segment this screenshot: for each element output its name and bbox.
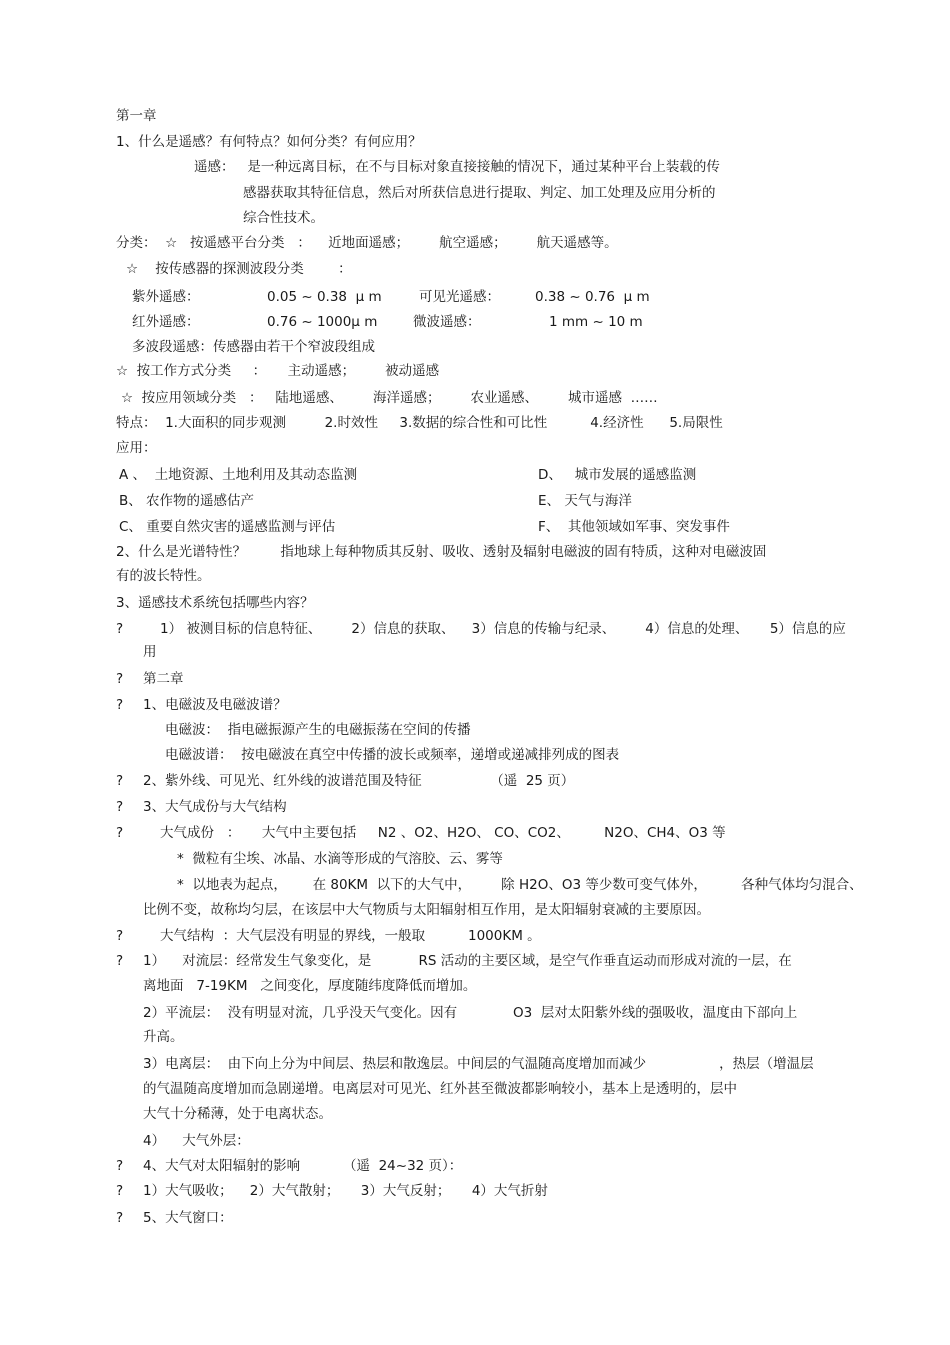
question-2-line-1: 2、什么是光谱特性？ 指地球上每种物质其反射、吸收、透射及辐射电磁波的固有特质，这种对电磁波固 [116, 544, 767, 560]
bullet-marker: ? [116, 773, 124, 789]
application-b: B、 农作物的遥感估产 [119, 493, 255, 509]
ch2-question-1: 1、电磁波及电磁波谱？ [143, 697, 287, 713]
bullet-marker: ? [116, 671, 124, 687]
bullet-marker: ? [116, 621, 124, 637]
bullet-marker: ? [116, 825, 124, 841]
em-wave-definition: 电磁波： 指电磁振源产生的电磁振荡在空间的传播 [165, 722, 471, 738]
classification-platform: 分类： ☆ 按遥感平台分类 ： 近地面遥感； 航空遥感； 航天遥感等。 [116, 235, 618, 251]
classification-domain: ☆ 按应用领域分类 ： 陆地遥感、 海洋遥感； 农业遥感、 城市遥感 …… [121, 390, 658, 406]
atmosphere-composition: 大气成份 ： 大气中主要包括 N2 、O2、H2O、 CO、CO2、 N2O、CH4、O3 等 [160, 825, 726, 841]
question-2-line-2: 有的波长特性。 [116, 568, 211, 584]
bullet-marker: ? [116, 928, 124, 944]
rs-definition-2: 感器获取其特征信息，然后对所获信息进行提取、判定、加工处理及应用分析的 [243, 185, 716, 201]
bullet-marker: ? [116, 799, 124, 815]
rs-definition-1: 遥感： 是一种远离目标，在不与目标对象直接接触的情况下，通过某种平台上装载的传 [194, 159, 720, 175]
multiband: 多波段遥感：传感器由若干个窄波段组成 [132, 339, 375, 355]
homosphere-note-1: * 以地表为起点， 在 80KM 以下的大气中， 除 H2O、O3 等少数可变气体外， 各种气体均匀混合、 [177, 877, 863, 893]
bullet-marker: ? [116, 1183, 124, 1199]
chapter-1-heading: 第一章 [116, 108, 157, 124]
features: 特点： 1.大面积的同步观测 2.时效性 3.数据的综合性和可比性 4.经济性 5.局限性 [116, 415, 723, 431]
stratosphere-line-2: 升高。 [143, 1029, 184, 1045]
em-spectrum-definition: 电磁波谱： 按电磁波在真空中传播的波长或频率，递增或递减排列成的图表 [165, 747, 620, 763]
ir-range: 0.76 ~ 1000μ m [267, 314, 378, 330]
question-3: 3、遥感技术系统包括哪些内容？ [116, 595, 314, 611]
application-f: F、 其他领域如军事、突发事件 [538, 519, 730, 535]
microwave-label: 微波遥感： [413, 314, 481, 330]
rs-system-line-2: 用 [143, 644, 157, 660]
uv-label: 紫外遥感： [132, 289, 200, 305]
atmosphere-structure: 大气结构 ：大气层没有明显的界线，一般取 1000KM 。 [160, 928, 541, 944]
troposphere-line-1: 1） 对流层：经常发生气象变化，是 RS 活动的主要区域，是空气作垂直运动而形成对流的一层，在 [143, 953, 792, 969]
troposphere-line-2: 离地面 7-19KM 之间变化，厚度随纬度降低而增加。 [143, 978, 477, 994]
bullet-marker: ? [116, 953, 124, 969]
ch2-question-5: 5、大气窗口： [143, 1210, 233, 1226]
stratosphere-line-1: 2）平流层： 没有明显对流，几乎没天气变化。因有 O3 层对太阳紫外线的强吸收，温度由下部向上 [143, 1005, 798, 1021]
atmosphere-effects: 1）大气吸收； 2）大气散射； 3）大气反射； 4）大气折射 [143, 1183, 548, 1199]
ionosphere-line-2: 的气温随高度增加而急剧递增。电离层对可见光、红外甚至微波都影响较小，基本上是透明的，层中 [143, 1081, 737, 1097]
bullet-marker: ? [116, 1210, 124, 1226]
ionosphere-line-3: 大气十分稀薄，处于电离状态。 [143, 1106, 332, 1122]
ch2-question-4: 4、大气对太阳辐射的影响 （遥 24~32 页）： [143, 1158, 463, 1174]
classification-mode: ☆ 按工作方式分类 ： 主动遥感； 被动遥感 [116, 363, 440, 379]
visible-range: 0.38 ~ 0.76 μ m [535, 289, 650, 305]
bullet-marker: ? [116, 1158, 124, 1174]
microwave-range: 1 mm ~ 10 m [549, 314, 643, 330]
aerosol-note: * 微粒有尘埃、冰晶、水滴等形成的气溶胶、云、雾等 [177, 851, 503, 867]
visible-label: 可见光遥感： [419, 289, 500, 305]
rs-system-line-1: 1） 被测目标的信息特征、 2）信息的获取、 3）信息的传输与纪录、 4）信息的处理、 5）信息的应 [160, 621, 846, 637]
ionosphere-line-1: 3）电离层： 由下向上分为中间层、热层和散逸层。中间层的气温随高度增加而减少 ，热层（增温层 [143, 1056, 814, 1072]
applications-heading: 应用： [116, 440, 157, 456]
application-a: A 、 土地资源、土地利用及其动态监测 [119, 467, 358, 483]
question-1: 1、什么是遥感？有何特点？如何分类？有何应用？ [116, 134, 422, 150]
application-e: E、 天气与海洋 [538, 493, 632, 509]
ch2-question-2: 2、紫外线、可见光、红外线的波谱范围及特征 （遥 25 页） [143, 773, 575, 789]
classification-band: ☆ 按传感器的探测波段分类 ： [126, 261, 352, 277]
rs-definition-3: 综合性技术。 [243, 210, 324, 226]
application-c: C、 重要自然灾害的遥感监测与评估 [119, 519, 336, 535]
chapter-2-heading: 第二章 [143, 671, 184, 687]
application-d: D、 城市发展的遥感监测 [538, 467, 697, 483]
bullet-marker: ? [116, 697, 124, 713]
uv-range: 0.05 ~ 0.38 μ m [267, 289, 382, 305]
exosphere: 4） 大气外层： [143, 1133, 250, 1149]
ir-label: 红外遥感： [132, 314, 200, 330]
ch2-question-3: 3、大气成份与大气结构 [143, 799, 287, 815]
homosphere-note-2: 比例不变，故称均匀层，在该层中大气物质与太阳辐射相互作用，是太阳辐射衰减的主要原因。 [143, 902, 710, 918]
